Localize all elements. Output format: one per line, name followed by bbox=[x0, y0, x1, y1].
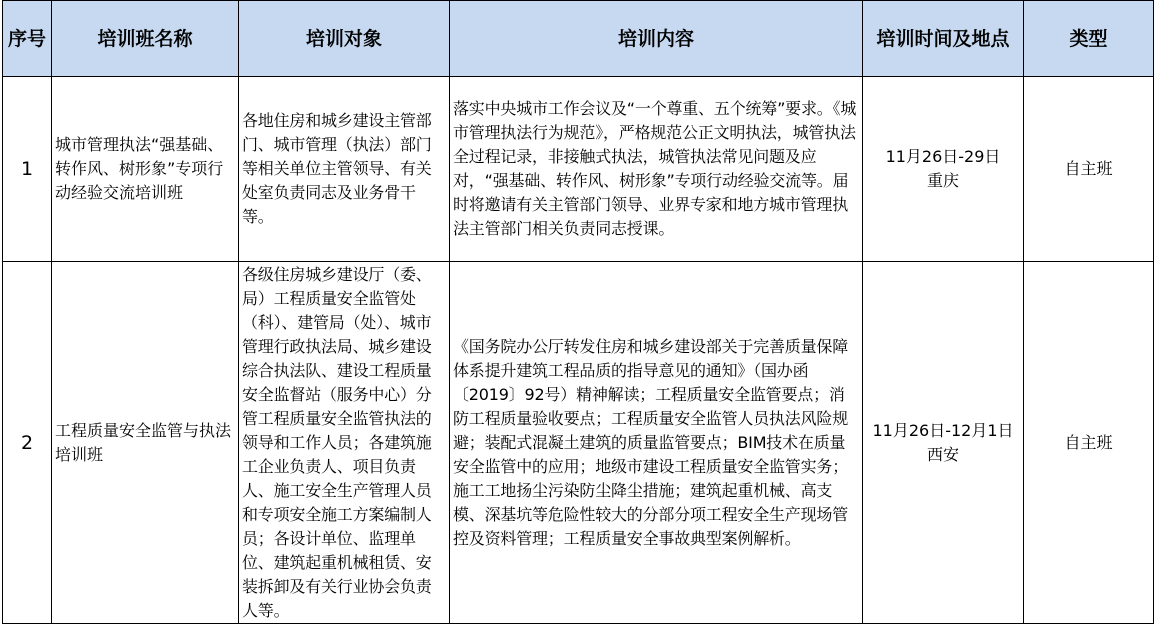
header-content: 培训内容 bbox=[450, 1, 863, 77]
course-place: 重庆 bbox=[926, 171, 959, 190]
row-number: 1 bbox=[3, 77, 52, 262]
course-name: 城市管理执法“强基础、转作风、树形象”专项行动经验交流培训班 bbox=[52, 77, 239, 262]
row-number: 2 bbox=[3, 262, 52, 624]
course-audience: 各地住房和城乡建设主管部门、城市管理（执法）部门等相关单位主管领导、有关处室负责同志及业务骨干等。 bbox=[239, 77, 450, 262]
course-time-place bbox=[863, 262, 1024, 624]
course-content: 落实中央城市工作会议及“一个尊重、五个统筹”要求。《城市管理执法行为规范》，严格规范公正文明执法，城管执法全过程记录，非接触式执法，城管执法常见问题及应对，“强基础、转作风、树形象”专项行动经验交流等。届时将邀请有关主管部门领导、业界专家和地方城市管理执法主管部门相关负责同志授课。 bbox=[450, 77, 863, 262]
course-date: 11月26日-12月1日 bbox=[872, 420, 1014, 440]
training-schedule-table bbox=[2, 0, 1154, 624]
header-row bbox=[3, 1, 1154, 77]
course-type: 自主班 bbox=[1024, 77, 1154, 262]
header-no: 序号 bbox=[3, 1, 52, 77]
course-place: 西安 bbox=[926, 444, 959, 464]
header-type: 类型 bbox=[1024, 1, 1154, 77]
table-row bbox=[3, 77, 1154, 262]
course-date: 11月26日-29日 bbox=[885, 147, 1001, 166]
course-name: 工程质量安全监管与执法培训班 bbox=[52, 262, 239, 624]
table-row bbox=[3, 262, 1154, 624]
header-time-place: 培训时间及地点 bbox=[863, 1, 1024, 77]
course-time-place bbox=[863, 77, 1024, 262]
course-content: 《国务院办公厅转发住房和城乡建设部关于完善质量保障体系提升建筑工程品质的指导意见的通知》（国办函〔2019〕92号）精神解读；工程质量安全监管要点；消防工程质量验收要点；工程质量安全监管人员执法风险规避；装配式混凝土建筑的质量监管要点；BIM技术在质量安全监管中的应用；地级市建设工程质量安全监管实务；施工工地扬尘污染防尘降尘措施；建筑起重机械、高支模、深基坑等危险性较大的分部分项工程安全生产现场管控及资料管理；工程质量安全事故典型案例解析。 bbox=[450, 262, 863, 624]
header-audience: 培训对象 bbox=[239, 1, 450, 77]
course-audience: 各级住房城乡建设厅（委、局）工程质量安全监管处（科）、建管局（处）、城市管理行政执法局、城乡建设综合执法队、建设工程质量安全监督站（服务中心）分管工程质量安全监管执法的领导和工作人员；各建筑施工企业负责人、项目负责人、施工安全生产管理人员和专项安全施工方案编制人员；各设计单位、监理单位、建筑起重机械租赁、安装拆卸及有关行业协会负责人等。 bbox=[239, 262, 450, 624]
course-type: 自主班 bbox=[1024, 262, 1154, 624]
header-name: 培训班名称 bbox=[52, 1, 239, 77]
